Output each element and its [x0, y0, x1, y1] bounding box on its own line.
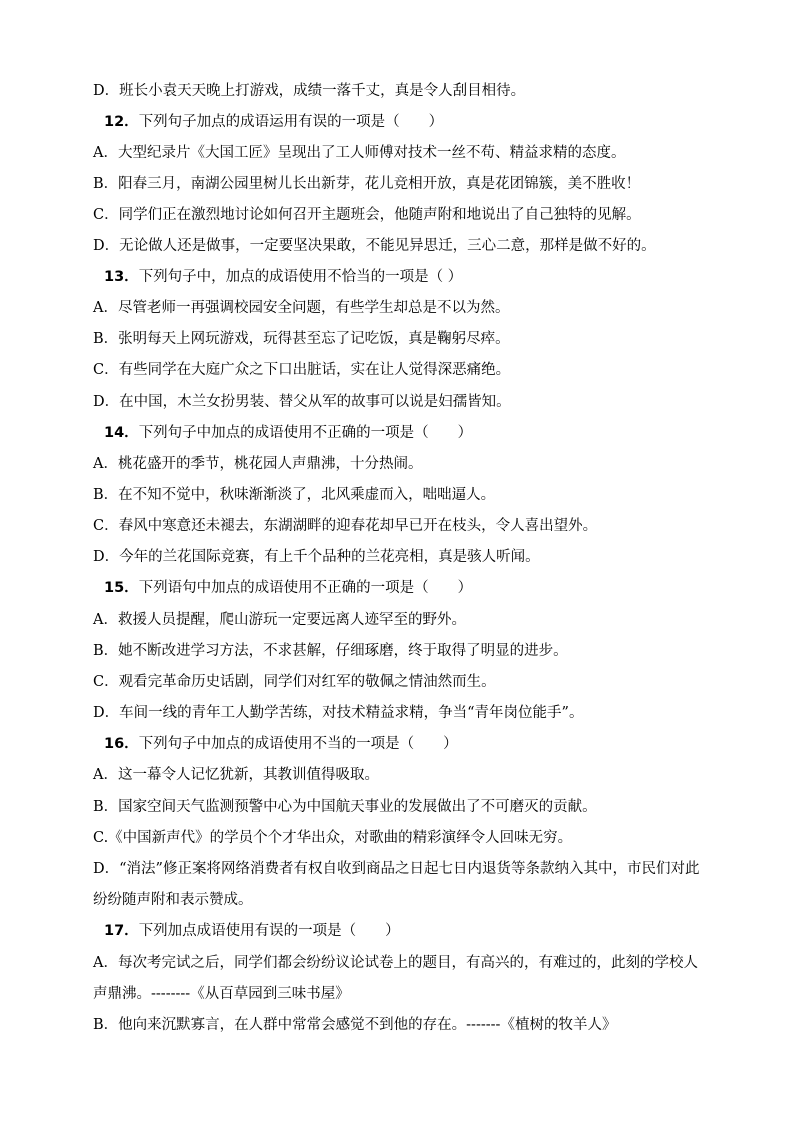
option-14-c: C．春风中寒意还未褪去，东湖湖畔的迎春花却早已开在枝头，令人喜出望外。 — [93, 518, 598, 534]
option-13-c: C．有些同学在大庭广众之下口出脏话，实在让人觉得深恶痛绝。 — [93, 362, 511, 378]
option-17-a: A．每次考完试之后，同学们都会纷纷议论试卷上的题目，有高兴的，有难过的，此刻的学校人 — [93, 955, 698, 971]
option-11-d: D．班长小袁天天晚上打游戏，成绩一落千丈，真是令人刮目相待。 — [93, 83, 526, 99]
option-15-b: B．她不断改进学习方法，不求甚解，仔细琢磨，终于取得了明显的进步。 — [93, 643, 568, 659]
question-number: 16． — [104, 736, 139, 752]
question-stem: 下列句子中加点的成语使用不当的一项是（ ） — [138, 736, 458, 752]
question-number: 12． — [104, 114, 139, 130]
question-number: 13． — [104, 269, 139, 285]
option-15-c: C．观看完革命历史话剧，同学们对红军的敬佩之情油然而生。 — [93, 674, 496, 690]
option-16-c: C.《中国新声代》的学员个个才华出众，对歌曲的精彩演绎令人回味无穷。 — [93, 830, 573, 846]
question-stem: 下列加点成语使用有误的一项是（ ） — [138, 923, 400, 939]
option-16-d: D．“消法”修正案将网络消费者有权自收到商品之日起七日内退货等条款纳入其中，市民们对此 — [93, 861, 700, 877]
option-14-a: A．桃花盛开的季节，桃花园人声鼎沸，十分热闹。 — [93, 456, 423, 472]
question-16 — [104, 734, 458, 754]
question-stem: 下列句子中加点的成语使用不正确的一项是（ ） — [138, 425, 473, 441]
option-14-d: D．今年的兰花国际竞赛，有上千个品种的兰花亮相，真是骇人听闻。 — [93, 549, 540, 565]
option-13-b: B．张明每天上网玩游戏，玩得甚至忘了记吃饭，真是鞠躬尽瘁。 — [93, 331, 510, 347]
question-12 — [104, 112, 443, 132]
option-13-a: A．尽管老师一再强调校园安全问题，有些学生却总是不以为然。 — [93, 300, 510, 316]
option-17-b: B．他向来沉默寡言，在人群中常常会感觉不到他的存在。-------《植树的牧羊人》 — [93, 1017, 617, 1033]
option-16-b: B．国家空间天气监测预警中心为中国航天事业的发展做出了不可磨灭的贡献。 — [93, 799, 597, 815]
question-13 — [104, 267, 462, 287]
question-number: 14． — [104, 425, 139, 441]
option-12-c: C．同学们正在激烈地讨论如何召开主题班会，他随声附和地说出了自己独特的见解。 — [93, 207, 641, 223]
option-15-a: A．救援人员提醒，爬山游玩一定要远离人迹罕至的野外。 — [93, 612, 466, 628]
question-stem: 下列句子加点的成语运用有误的一项是（ ） — [138, 114, 444, 130]
option-16-a: A．这一幕令人记忆犹新，其教训值得吸取。 — [93, 767, 379, 783]
option-12-d: D．无论做人还是做事，一定要坚决果敢，不能见异思迁，三心二意，那样是做不好的。 — [93, 238, 656, 254]
option-12-b: B．阳春三月，南湖公园里树儿长出新芽，花儿竞相开放，真是花团锦簇，美不胜收！ — [93, 176, 641, 192]
question-15 — [104, 578, 472, 598]
option-12-a: A．大型纪录片《大国工匠》呈现出了工人师傅对技术一丝不苟、精益求精的态度。 — [93, 145, 626, 161]
option-16-d-continued: 纷纷随声附和表示赞成。 — [93, 892, 253, 908]
option-13-d: D．在中国，木兰女扮男装、替父从军的故事可以说是妇孺皆知。 — [93, 394, 511, 410]
question-number: 15． — [104, 580, 139, 596]
question-17 — [104, 921, 400, 941]
question-stem: 下列语句中加点的成语使用不正确的一项是（ ） — [138, 580, 473, 596]
question-14 — [104, 423, 472, 443]
option-17-a-continued: 声鼎沸。--------《从百草园到三味书屋》 — [93, 986, 350, 1002]
option-14-b: B．在不知不觉中，秋味渐渐淡了，北风乘虚而入，咄咄逼人。 — [93, 487, 496, 503]
option-15-d: D．车间一线的青年工人勤学苦练，对技术精益求精，争当“青年岗位能手”。 — [93, 705, 584, 721]
question-stem: 下列句子中，加点的成语使用不恰当的一项是（ ） — [138, 269, 463, 285]
question-number: 17． — [104, 923, 139, 939]
